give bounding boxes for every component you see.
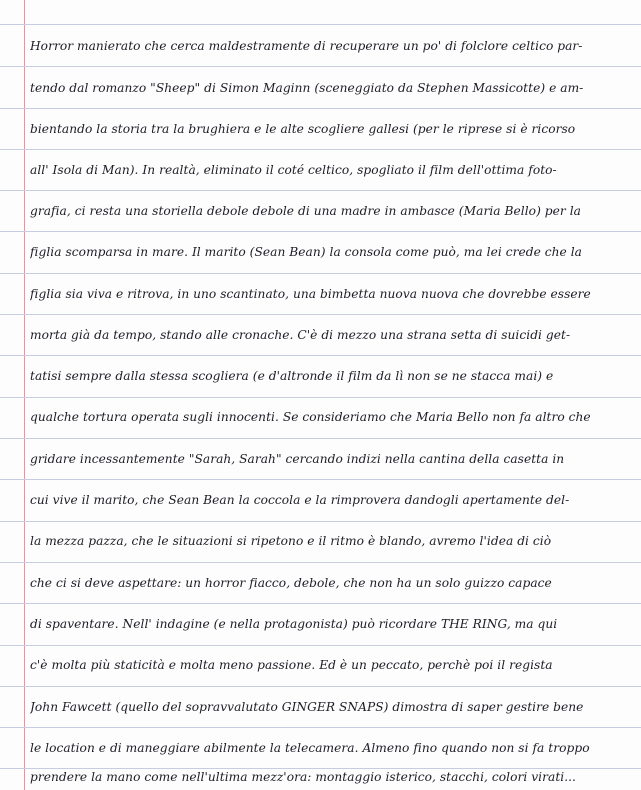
- handwritten-line: c'è molta più staticità e molta meno passione. Ed è un peccato, perchè poi il regista: [30, 658, 553, 672]
- handwritten-line: all' Isola di Man). In realtà, eliminato il coté celtico, spogliato il film dell'ottima foto-: [30, 163, 557, 177]
- ruled-line: [0, 108, 641, 109]
- handwritten-line: John Fawcett (quello del sopravvalutato GINGER SNAPS) dimostra di saper gestire bene: [30, 700, 584, 714]
- handwritten-line: Horror manierato che cerca maldestramente di recuperare un po' di folclore celtico par-: [30, 39, 583, 53]
- ruled-line: [0, 24, 641, 25]
- handwritten-line: tatisi sempre dalla stessa scogliera (e d'altronde il film da lì non se ne stacca mai) e: [30, 369, 554, 383]
- ruled-line: [0, 727, 641, 728]
- handwritten-line: grafia, ci resta una storiella debole debole di una madre in ambasce (Maria Bello) per la: [30, 204, 581, 218]
- ruled-line: [0, 190, 641, 191]
- ruled-line: [0, 273, 641, 274]
- ruled-line: [0, 562, 641, 563]
- ruled-line: [0, 686, 641, 687]
- handwritten-line: tendo dal romanzo "Sheep" di Simon Maginn (sceneggiato da Stephen Massicotte) e am-: [30, 81, 584, 95]
- margin-line: [24, 0, 25, 790]
- handwritten-line: bientando la storia tra la brughiera e le alte scogliere gallesi (per le riprese si è ricorso: [30, 122, 576, 136]
- handwritten-line: che ci si deve aspettare: un horror fiacco, debole, che non ha un solo guizzo capace: [30, 576, 552, 590]
- ruled-line: [0, 66, 641, 67]
- ruled-line: [0, 438, 641, 439]
- handwritten-line: le location e di maneggiare abilmente la telecamera. Almeno fino quando non si fa troppo: [30, 741, 590, 755]
- ruled-line: [0, 397, 641, 398]
- ruled-line: [0, 355, 641, 356]
- handwritten-line: gridare incessantemente "Sarah, Sarah" cercando indizi nella cantina della casetta in: [30, 452, 565, 466]
- ruled-line: [0, 149, 641, 150]
- handwritten-line: figlia scomparsa in mare. Il marito (Sean Bean) la consola come può, ma lei crede che la: [30, 245, 582, 259]
- handwritten-line: prendere la mano come nell'ultima mezz'ora: montaggio isterico, stacchi, colori virati...: [30, 770, 576, 784]
- handwritten-line: la mezza pazza, che le situazioni si ripetono e il ritmo è blando, avremo l'idea di ciò: [30, 534, 552, 548]
- ruled-line: [0, 521, 641, 522]
- handwritten-line: qualche tortura operata sugli innocenti. Se consideriamo che Maria Bello non fa altro che: [30, 410, 591, 424]
- handwritten-line: cui vive il marito, che Sean Bean la coccola e la rimprovera dandogli apertamente del-: [30, 493, 570, 507]
- ruled-line: [0, 231, 641, 232]
- handwritten-line: di spaventare. Nell' indagine (e nella protagonista) può ricordare THE RING, ma qui: [30, 617, 558, 631]
- handwritten-line: figlia sia viva e ritrova, in uno scantinato, una bimbetta nuova nuova che dovrebbe essere: [30, 287, 591, 301]
- ruled-line: [0, 603, 641, 604]
- ruled-line: [0, 645, 641, 646]
- ruled-line: [0, 314, 641, 315]
- handwritten-line: morta già da tempo, stando alle cronache. C'è di mezzo una strana setta di suicidi get-: [30, 328, 571, 342]
- ruled-line: [0, 479, 641, 480]
